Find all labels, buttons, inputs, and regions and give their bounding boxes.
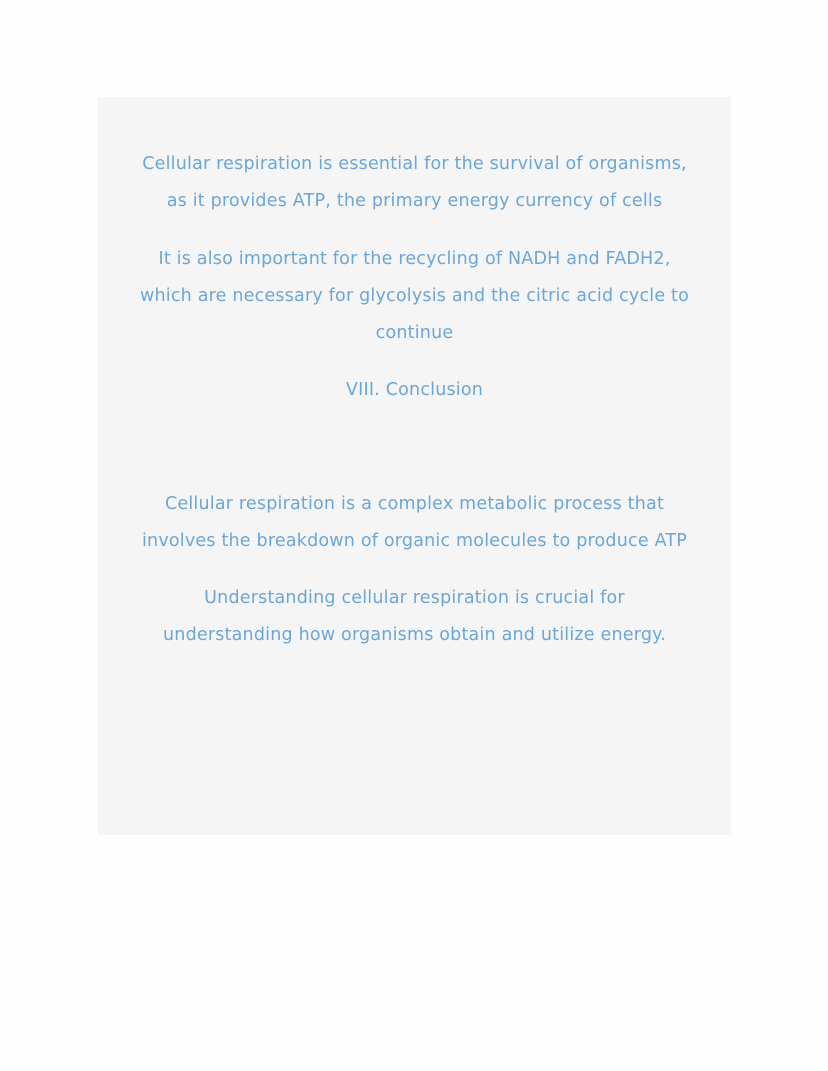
text-line: continue	[375, 323, 454, 343]
text-line: VIII. Conclusion	[345, 380, 484, 400]
text-line: It is also important for the recycling of NADH and FADH2,	[158, 249, 671, 269]
text-line: Cellular respiration is a complex metabolic process that	[164, 494, 665, 514]
text-line: which are necessary for glycolysis and the citric acid cycle to	[139, 286, 690, 306]
text-line: Cellular respiration is essential for the survival of organisms,	[142, 154, 687, 174]
text-line: as it provides ATP, the primary energy currency of cells	[166, 191, 663, 211]
text-line: Understanding cellular respiration is crucial for	[204, 588, 625, 608]
text-line: understanding how organisms obtain and utilize energy.	[163, 625, 666, 645]
paragraph-understanding	[98, 580, 731, 654]
paragraph-recycling	[98, 241, 731, 352]
paragraph-conclusion	[98, 486, 731, 560]
text-line: involves the breakdown of organic molecules to produce ATP	[141, 531, 688, 551]
section-heading-conclusion	[98, 372, 731, 409]
paragraph-importance	[98, 146, 731, 220]
content-panel	[98, 97, 731, 835]
